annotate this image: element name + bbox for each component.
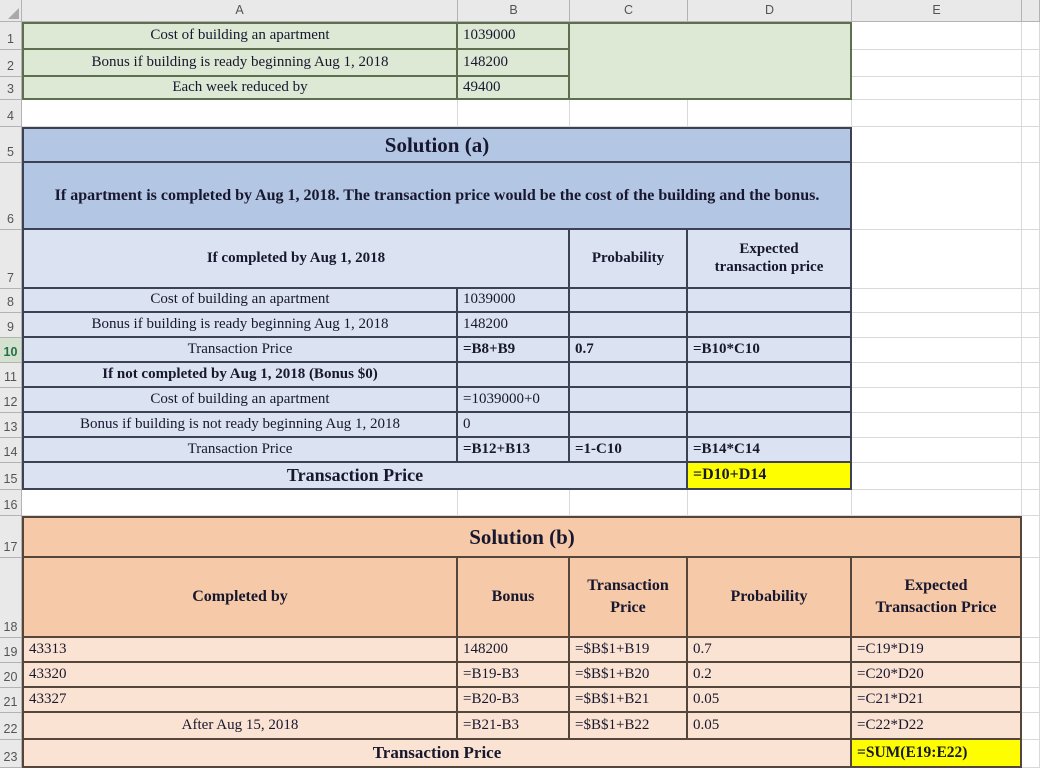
cell-e20-formula[interactable]: =C20*D20	[852, 663, 1022, 688]
cell-b14-formula[interactable]: =B12+B13	[458, 438, 570, 463]
gridline-filler	[1022, 413, 1040, 438]
col-header-a[interactable]: A	[22, 0, 458, 22]
cell-a10-transaction-price-label[interactable]: Transaction Price	[22, 338, 458, 363]
cell-a23-total-label[interactable]: Transaction Price	[22, 740, 852, 768]
cell-d18-probability-header[interactable]: Probability	[688, 558, 852, 638]
cell-a4-empty[interactable]	[22, 100, 458, 127]
cell-e4-empty[interactable]	[852, 100, 1022, 127]
cell-e8-empty[interactable]	[852, 289, 1022, 313]
cell-a18-completed-by-header[interactable]: Completed by	[22, 558, 458, 638]
cell-e5-empty[interactable]	[852, 127, 1022, 163]
gridline-filler	[1022, 490, 1040, 516]
cell-c16-empty[interactable]	[570, 490, 688, 516]
cell-e6-empty[interactable]	[852, 163, 1022, 230]
cell-a16-empty[interactable]	[22, 490, 458, 516]
cell-a13-bonus-not-ready-label[interactable]: Bonus if building is not ready beginning Aug 1, 2018	[22, 413, 458, 438]
gridline-filler	[1022, 438, 1040, 463]
cell-d15-total-formula-highlighted[interactable]: =D10+D14	[688, 463, 852, 490]
cell-d21-probability[interactable]: 0.05	[688, 688, 852, 713]
row-header-7[interactable]: 7	[0, 230, 22, 289]
gridline-filler	[1022, 388, 1040, 413]
cell-a21-date-serial[interactable]: 43327	[22, 688, 458, 713]
row-header-16[interactable]: 16	[0, 490, 22, 516]
cell-b12-formula[interactable]: =1039000+0	[458, 388, 570, 413]
gridline-filler	[1022, 363, 1040, 388]
row-header-6[interactable]: 6	[0, 163, 22, 230]
select-all-corner[interactable]	[0, 0, 22, 22]
cell-d9-empty[interactable]	[688, 313, 852, 338]
row-header-13[interactable]: 13	[0, 413, 22, 438]
gridline-filler	[1022, 77, 1040, 100]
cell-a14-transaction-price-label[interactable]: Transaction Price	[22, 438, 458, 463]
cell-c10-probability-value[interactable]: 0.7	[570, 338, 688, 363]
cell-e3-empty[interactable]	[852, 77, 1022, 100]
cell-c9-empty[interactable]	[570, 313, 688, 338]
cell-b13-value[interactable]: 0	[458, 413, 570, 438]
cell-a19-date-serial[interactable]: 43313	[22, 638, 458, 663]
cell-c18-transaction-price-header[interactable]: Transaction Price	[570, 558, 688, 638]
cell-e23-total-formula-highlighted[interactable]: =SUM(E19:E22)	[852, 740, 1022, 768]
cell-c19-formula[interactable]: =$B$1+B19	[570, 638, 688, 663]
gridline-filler	[1022, 22, 1040, 50]
cell-e21-formula[interactable]: =C21*D21	[852, 688, 1022, 713]
gridline-filler	[1022, 127, 1040, 163]
cell-c7-probability-header[interactable]: Probability	[570, 230, 688, 289]
row-header-4[interactable]: 4	[0, 100, 22, 127]
cell-b4-empty[interactable]	[458, 100, 570, 127]
cell-a7-case1-header[interactable]: If completed by Aug 1, 2018	[22, 230, 570, 289]
cell-e7-empty[interactable]	[852, 230, 1022, 289]
row-header-22[interactable]: 22	[0, 713, 22, 740]
cell-b8-cost-value[interactable]: 1039000	[458, 289, 570, 313]
row-header-10-selected[interactable]: 10	[0, 338, 22, 363]
row-header-18[interactable]: 18	[0, 558, 22, 638]
cell-d12-empty[interactable]	[688, 388, 852, 413]
gridline-filler	[1022, 289, 1040, 313]
solution-a-title[interactable]: Solution (a)	[22, 127, 852, 163]
cell-c8-empty[interactable]	[570, 289, 688, 313]
solution-a-description[interactable]: If apartment is completed by Aug 1, 2018. The transaction price would be the cost of the building and the bonus.	[22, 163, 852, 230]
gridline-filler	[1022, 313, 1040, 338]
cell-b19-bonus[interactable]: 148200	[458, 638, 570, 663]
cell-b22-formula[interactable]: =B21-B3	[458, 713, 570, 740]
select-all-triangle-icon	[8, 8, 19, 19]
row-header-23[interactable]: 23	[0, 740, 22, 768]
gridline-filler	[1022, 688, 1040, 713]
row-header-1[interactable]: 1	[0, 22, 22, 50]
cell-b9-bonus-value[interactable]: 148200	[458, 313, 570, 338]
cell-c1-d3-merged-empty[interactable]	[570, 22, 852, 100]
cell-d10-formula[interactable]: =B10*C10	[688, 338, 852, 363]
solution-b-title[interactable]: Solution (b)	[22, 516, 1022, 558]
row-header-11[interactable]: 11	[0, 363, 22, 388]
row-header-5[interactable]: 5	[0, 127, 22, 163]
row-header-12[interactable]: 12	[0, 388, 22, 413]
row-header-8[interactable]: 8	[0, 289, 22, 313]
cell-a1-cost-label[interactable]: Cost of building an apartment	[22, 22, 458, 50]
row-header-17[interactable]: 17	[0, 516, 22, 558]
cell-c12-empty[interactable]	[570, 388, 688, 413]
cell-d19-probability[interactable]: 0.7	[688, 638, 852, 663]
cell-b11-empty[interactable]	[458, 363, 570, 388]
cell-c14-formula[interactable]: =1-C10	[570, 438, 688, 463]
col-header-partial-f[interactable]	[1022, 0, 1040, 22]
cell-e13-empty[interactable]	[852, 413, 1022, 438]
cell-c4-empty[interactable]	[570, 100, 688, 127]
row-header-2[interactable]: 2	[0, 50, 22, 77]
gridline-filler	[1022, 163, 1040, 230]
cell-b10-formula[interactable]: =B8+B9	[458, 338, 570, 363]
cell-a12-cost-label[interactable]: Cost of building an apartment	[22, 388, 458, 413]
cell-e14-empty[interactable]	[852, 438, 1022, 463]
cell-e9-empty[interactable]	[852, 313, 1022, 338]
cell-a3-weekly-label[interactable]: Each week reduced by	[22, 77, 458, 100]
cell-b18-bonus-header[interactable]: Bonus	[458, 558, 570, 638]
cell-a15-total-label[interactable]: Transaction Price	[22, 463, 688, 490]
cell-e16-empty[interactable]	[852, 490, 1022, 516]
cell-a20-date-serial[interactable]: 43320	[22, 663, 458, 688]
cell-d8-empty[interactable]	[688, 289, 852, 313]
gridline-filler	[1022, 638, 1040, 663]
cell-a8-cost-label[interactable]: Cost of building an apartment	[22, 289, 458, 313]
cell-d13-empty[interactable]	[688, 413, 852, 438]
cell-d14-formula[interactable]: =B14*C14	[688, 438, 852, 463]
cell-a11-case2-header[interactable]: If not completed by Aug 1, 2018 (Bonus $0)	[22, 363, 458, 388]
cell-b3-weekly-value[interactable]: 49400	[458, 77, 570, 100]
cell-c22-formula[interactable]: =$B$1+B22	[570, 713, 688, 740]
cell-b21-formula[interactable]: =B20-B3	[458, 688, 570, 713]
cell-c20-formula[interactable]: =$B$1+B20	[570, 663, 688, 688]
row-header-9[interactable]: 9	[0, 313, 22, 338]
cell-e2-empty[interactable]	[852, 50, 1022, 77]
row-header-21[interactable]: 21	[0, 688, 22, 713]
col-header-b[interactable]: B	[458, 0, 570, 22]
cell-e1-empty[interactable]	[852, 22, 1022, 50]
row-header-19[interactable]: 19	[0, 638, 22, 663]
gridline-filler	[1022, 463, 1040, 490]
cell-e19-formula[interactable]: =C19*D19	[852, 638, 1022, 663]
row-header-20[interactable]: 20	[0, 663, 22, 688]
gridline-filler	[1022, 516, 1040, 558]
cell-a22-after-aug-15[interactable]: After Aug 15, 2018	[22, 713, 458, 740]
gridline-filler	[1022, 713, 1040, 740]
cell-b20-formula[interactable]: =B19-B3	[458, 663, 570, 688]
cell-b1-cost-value[interactable]: 1039000	[458, 22, 570, 50]
gridline-filler	[1022, 558, 1040, 638]
cell-e15-empty[interactable]	[852, 463, 1022, 490]
cell-b2-bonus-value[interactable]: 148200	[458, 50, 570, 77]
cell-e12-empty[interactable]	[852, 388, 1022, 413]
row-header-15[interactable]: 15	[0, 463, 22, 490]
cell-e10-empty[interactable]	[852, 338, 1022, 363]
col-header-c[interactable]: C	[570, 0, 688, 22]
cell-e22-formula[interactable]: =C22*D22	[852, 713, 1022, 740]
row-header-3[interactable]: 3	[0, 77, 22, 100]
gridline-filler	[1022, 663, 1040, 688]
gridline-filler	[1022, 50, 1040, 77]
gridline-filler	[1022, 740, 1040, 768]
row-header-14[interactable]: 14	[0, 438, 22, 463]
cell-e18-expected-header[interactable]: Expected Transaction Price	[852, 558, 1022, 638]
cell-c13-empty[interactable]	[570, 413, 688, 438]
gridline-filler	[1022, 230, 1040, 289]
cell-a2-bonus-label[interactable]: Bonus if building is ready beginning Aug 1, 2018	[22, 50, 458, 77]
gridline-filler	[1022, 100, 1040, 127]
cell-d7-expected-header[interactable]: Expected transaction price	[688, 230, 852, 289]
cell-c11-empty[interactable]	[570, 363, 688, 388]
cell-a9-bonus-label[interactable]: Bonus if building is ready beginning Aug 1, 2018	[22, 313, 458, 338]
cell-d22-probability[interactable]: 0.05	[688, 713, 852, 740]
gridline-filler	[1022, 338, 1040, 363]
cell-d20-probability[interactable]: 0.2	[688, 663, 852, 688]
col-header-e[interactable]: E	[852, 0, 1022, 22]
cell-b16-empty[interactable]	[458, 490, 570, 516]
cell-d16-empty[interactable]	[688, 490, 852, 516]
cell-d4-empty[interactable]	[688, 100, 852, 127]
cell-c21-formula[interactable]: =$B$1+B21	[570, 688, 688, 713]
cell-d11-empty[interactable]	[688, 363, 852, 388]
cell-e11-empty[interactable]	[852, 363, 1022, 388]
col-header-d[interactable]: D	[688, 0, 852, 22]
